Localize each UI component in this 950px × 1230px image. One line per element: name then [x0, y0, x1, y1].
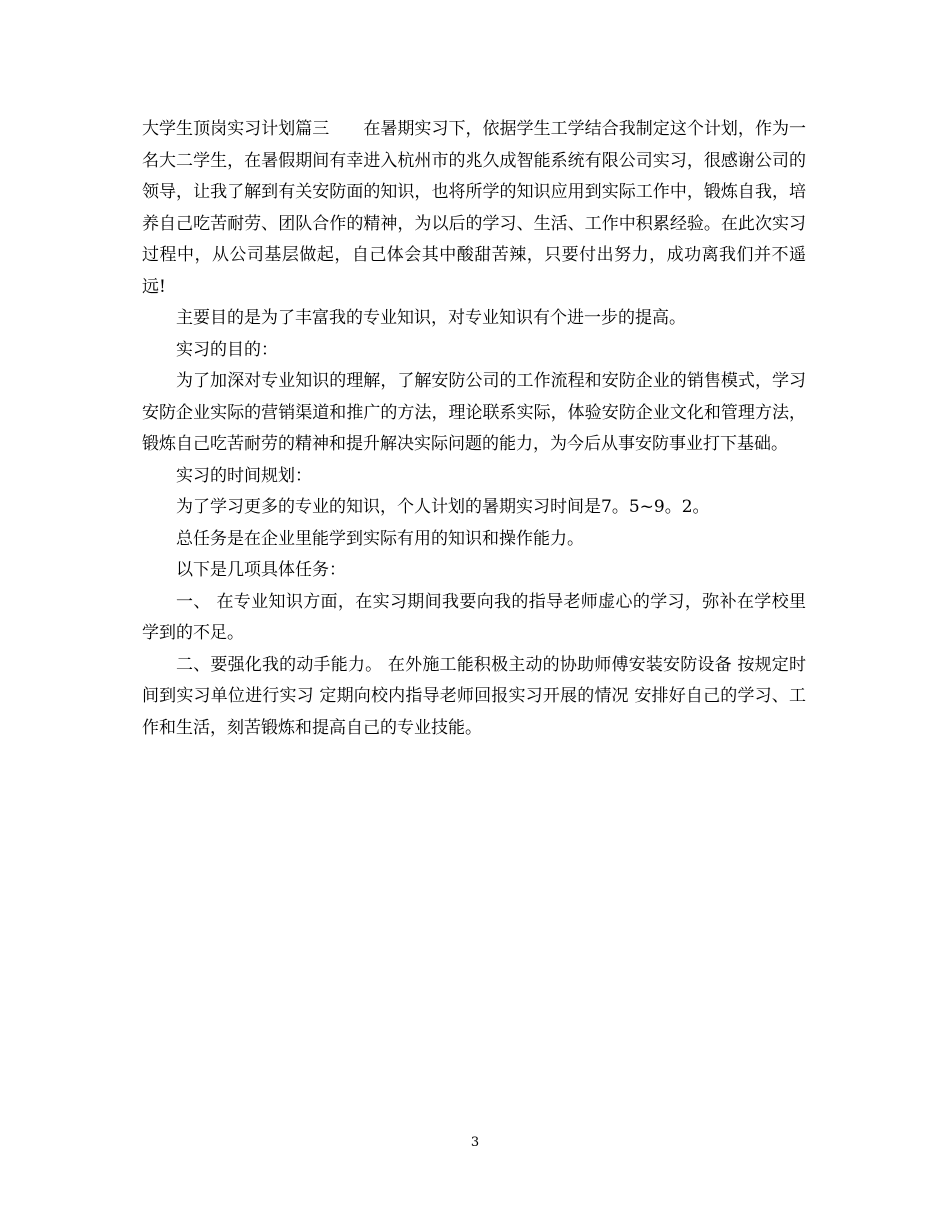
schedule-heading: 实习的时间规划：: [176, 465, 312, 486]
task-two-paragraph: 二、要强化我的动手能力。 在外施工能积极主动的协助师傅安装安防设备 按规定时间到实习单位进行实习 定期向校内指导老师回报实习开展的情况 安排好自己的学习、工作和生活，刻苦锻炼和提高自己的专业技能。: [142, 654, 806, 738]
task-one-paragraph: 一、 在专业知识方面，在实习期间我要向我的指导老师虚心的学习，弥补在学校里学到的不足。: [142, 591, 806, 643]
overall-task-paragraph: 总任务是在企业里能学到实际有用的知识和操作能力。: [176, 528, 584, 549]
internship-purpose-heading: 实习的目的：: [176, 339, 278, 360]
specific-tasks-heading: 以下是几项具体任务：: [176, 560, 346, 580]
schedule-paragraph: 为了学习更多的专业的知识，个人计划的暑期实习时间是7。5~9。2。: [176, 497, 710, 517]
main-purpose-paragraph: 主要目的是为了丰富我的专业知识，对专业知识有个进一步的提高。: [176, 308, 686, 328]
page-number: 3: [470, 1135, 480, 1150]
document-body: [142, 114, 806, 744]
internship-purpose-paragraph: 为了加深对专业知识的理解，了解安防公司的工作流程和安防企业的销售模式，学习安防企业实际的营销渠道和推广的方法，理论联系实际，体验安防企业文化和管理方法，锻炼自己吃苦耐劳的精神和提升解决实际问题的能力，为今后从事安防事业打下基础。: [142, 371, 806, 454]
intro-paragraph: 大学生顶岗实习计划篇三 在暑期实习下，依据学生工学结合我制定这个计划，作为一名大二学生，在暑假期间有幸进入杭州市的兆久成智能系统有限公司实习，很感谢公司的领导，让我了解到有关安防面的知识，也将所学的知识应用到实际工作中，锻炼自我，培养自己吃苦耐劳、团队合作的精神，为以后的学习、生活、工作中积累经验。在此次实习过程中，从公司基层做起，自己体会其中酸甜苦辣，只要付出努力，成功离我们并不遥远!: [142, 119, 806, 297]
